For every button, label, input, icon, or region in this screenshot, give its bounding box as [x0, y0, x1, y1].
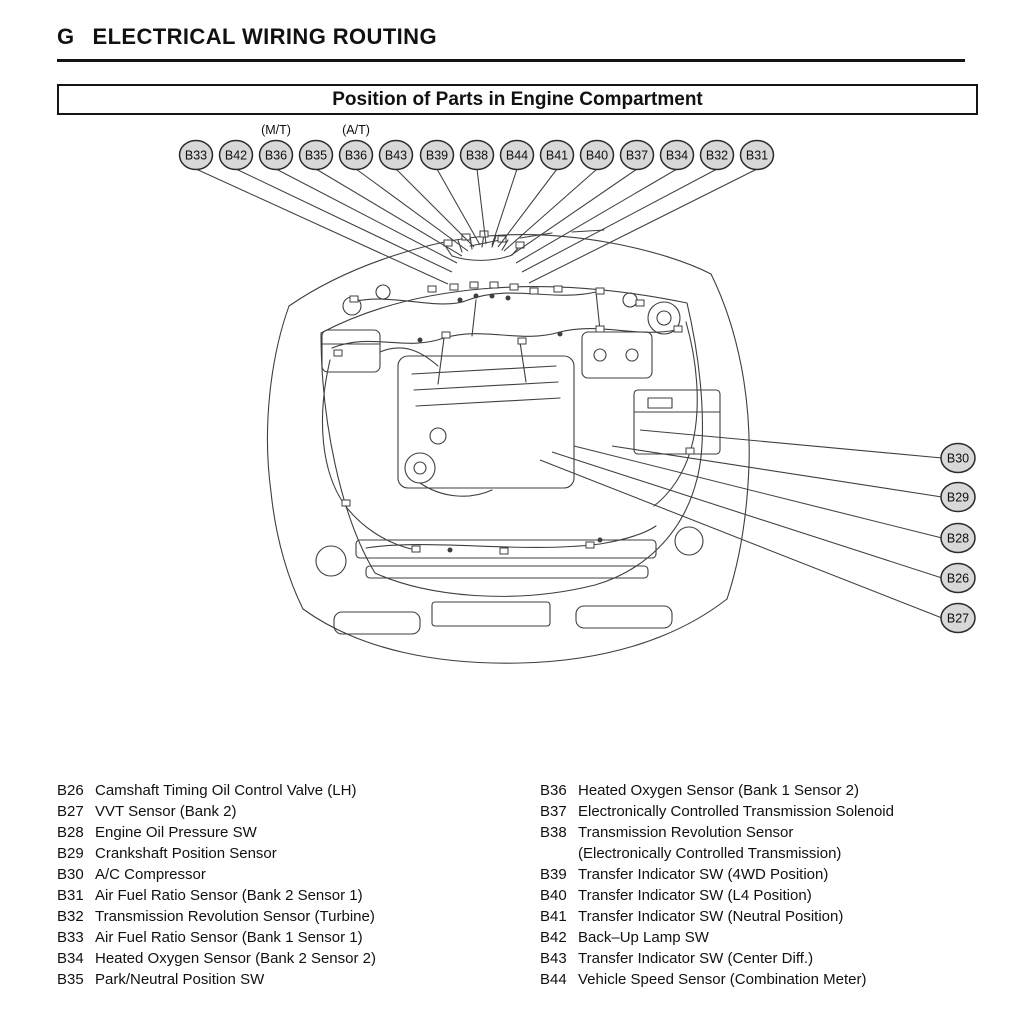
legend-code: B32	[57, 908, 84, 925]
callout-label: B42	[224, 148, 248, 163]
legend-desc: VVT Sensor (Bank 2)	[95, 803, 237, 820]
legend-desc: Transmission Revolution Sensor (Turbine)	[95, 908, 375, 925]
top-callout-8	[501, 141, 534, 170]
top-callout-10	[581, 141, 614, 170]
legend-desc: Transfer Indicator SW (Center Diff.)	[578, 950, 814, 967]
legend-code: B30	[57, 866, 84, 883]
top-callout-leader-lines	[196, 169, 757, 284]
callout-label: B34	[665, 148, 689, 163]
callout-label: B43	[384, 148, 408, 163]
callout-label: B32	[705, 148, 729, 163]
legend-desc: Transfer Indicator SW (L4 Position)	[578, 887, 812, 904]
legend-item	[540, 864, 990, 885]
callout-label: B28	[946, 531, 970, 546]
top-callout-13	[701, 141, 734, 170]
legend-desc: Transfer Indicator SW (Neutral Position)	[578, 908, 844, 925]
legend-desc: Back–Up Lamp SW	[578, 929, 709, 946]
callout-label: B36	[264, 148, 288, 163]
top-callout-5	[380, 141, 413, 170]
legend-code: B35	[57, 971, 84, 988]
legend-item	[540, 801, 990, 822]
legend-desc: Park/Neutral Position SW	[95, 971, 265, 988]
legend-item	[57, 948, 507, 969]
harness-connectors	[334, 231, 694, 554]
callout-label: B33	[184, 148, 208, 163]
legend-desc	[578, 822, 990, 864]
right-callout-b28	[941, 524, 975, 553]
section-letter: G	[57, 24, 75, 49]
callout-label: B36	[344, 148, 368, 163]
top-callout-12	[661, 141, 694, 170]
top-callout-11	[621, 141, 654, 170]
right-callout-b29	[941, 483, 975, 512]
top-callout-0	[180, 141, 213, 170]
section-title: ELECTRICAL WIRING ROUTING	[92, 24, 437, 49]
legend-desc: Air Fuel Ratio Sensor (Bank 2 Sensor 1)	[95, 887, 363, 904]
legend-item	[57, 801, 507, 822]
callout-label: B31	[745, 148, 769, 163]
callout-label: B38	[465, 148, 489, 163]
callout-label: B35	[304, 148, 328, 163]
legend-item	[57, 906, 507, 927]
callout-label: B30	[946, 451, 970, 466]
legend-desc: Vehicle Speed Sensor (Combination Meter)	[578, 971, 867, 988]
legend-desc: Heated Oxygen Sensor (Bank 2 Sensor 2)	[95, 950, 376, 967]
legend-code: B40	[540, 887, 567, 904]
callout-label: B37	[625, 148, 649, 163]
callout-label: B41	[545, 148, 569, 163]
callout-label: B27	[946, 611, 970, 626]
callout-label: B39	[425, 148, 449, 163]
legend-code: B38	[540, 824, 567, 841]
legend-item	[57, 843, 507, 864]
legend-desc: Crankshaft Position Sensor	[95, 845, 277, 862]
legend-desc-line1: Transmission Revolution Sensor	[578, 824, 794, 841]
legend-code: B44	[540, 971, 567, 988]
legend-desc: Engine Oil Pressure SW	[95, 824, 257, 841]
right-callout-b30	[941, 444, 975, 473]
legend-code: B39	[540, 866, 567, 883]
legend-item	[540, 927, 990, 948]
top-callout-14	[741, 141, 774, 170]
legend-item	[57, 780, 507, 801]
legend-item	[540, 780, 990, 801]
callout-label: B44	[505, 148, 529, 163]
legend-desc: Electronically Controlled Transmission Solenoid	[578, 803, 894, 820]
legend-desc: Camshaft Timing Oil Control Valve (LH)	[95, 782, 357, 799]
legend-desc: Transfer Indicator SW (4WD Position)	[578, 866, 829, 883]
legend-code: B33	[57, 929, 84, 946]
right-callout-b27	[941, 604, 975, 633]
legend-item	[57, 822, 507, 843]
at-note: (A/T)	[342, 123, 370, 137]
legend-left-column	[57, 780, 507, 990]
top-callout-3	[300, 141, 333, 170]
top-callout-7	[461, 141, 494, 170]
top-callout-2	[260, 141, 293, 170]
legend-code: B31	[57, 887, 84, 904]
right-callout-b26	[941, 564, 975, 593]
top-callout-9	[541, 141, 574, 170]
legend-code: B43	[540, 950, 567, 967]
vehicle-body-art	[267, 230, 749, 663]
right-callout-leader-lines	[540, 430, 942, 618]
top-callout-1	[220, 141, 253, 170]
legend-desc-line2: (Electronically Controlled Transmission)	[578, 845, 842, 862]
mt-note: (M/T)	[261, 123, 291, 137]
legend-code: B42	[540, 929, 567, 946]
legend-item	[540, 885, 990, 906]
legend-code: B36	[540, 782, 567, 799]
callout-label: B26	[946, 571, 970, 586]
legend-code: B27	[57, 803, 84, 820]
legend-item	[540, 948, 990, 969]
top-callout-6	[421, 141, 454, 170]
legend-item	[540, 969, 990, 990]
legend-code: B37	[540, 803, 567, 820]
diagram-title: Position of Parts in Engine Compartment	[332, 88, 703, 110]
legend-item	[57, 927, 507, 948]
legend-code: B29	[57, 845, 84, 862]
legend-item	[57, 885, 507, 906]
legend-item	[57, 864, 507, 885]
legend-desc: Heated Oxygen Sensor (Bank 1 Sensor 2)	[578, 782, 859, 799]
legend-item	[57, 969, 507, 990]
legend-code: B26	[57, 782, 84, 799]
legend-item	[540, 822, 990, 864]
callout-label: B40	[585, 148, 609, 163]
legend-code: B41	[540, 908, 567, 925]
callout-label: B29	[946, 490, 970, 505]
wiring-harness-art	[322, 234, 697, 550]
legend-item	[540, 906, 990, 927]
legend-right-column	[540, 780, 990, 990]
legend-code: B34	[57, 950, 84, 967]
legend-code: B28	[57, 824, 84, 841]
top-callout-4	[340, 141, 373, 170]
legend-desc: Air Fuel Ratio Sensor (Bank 1 Sensor 1)	[95, 929, 363, 946]
legend-desc: A/C Compressor	[95, 866, 206, 883]
